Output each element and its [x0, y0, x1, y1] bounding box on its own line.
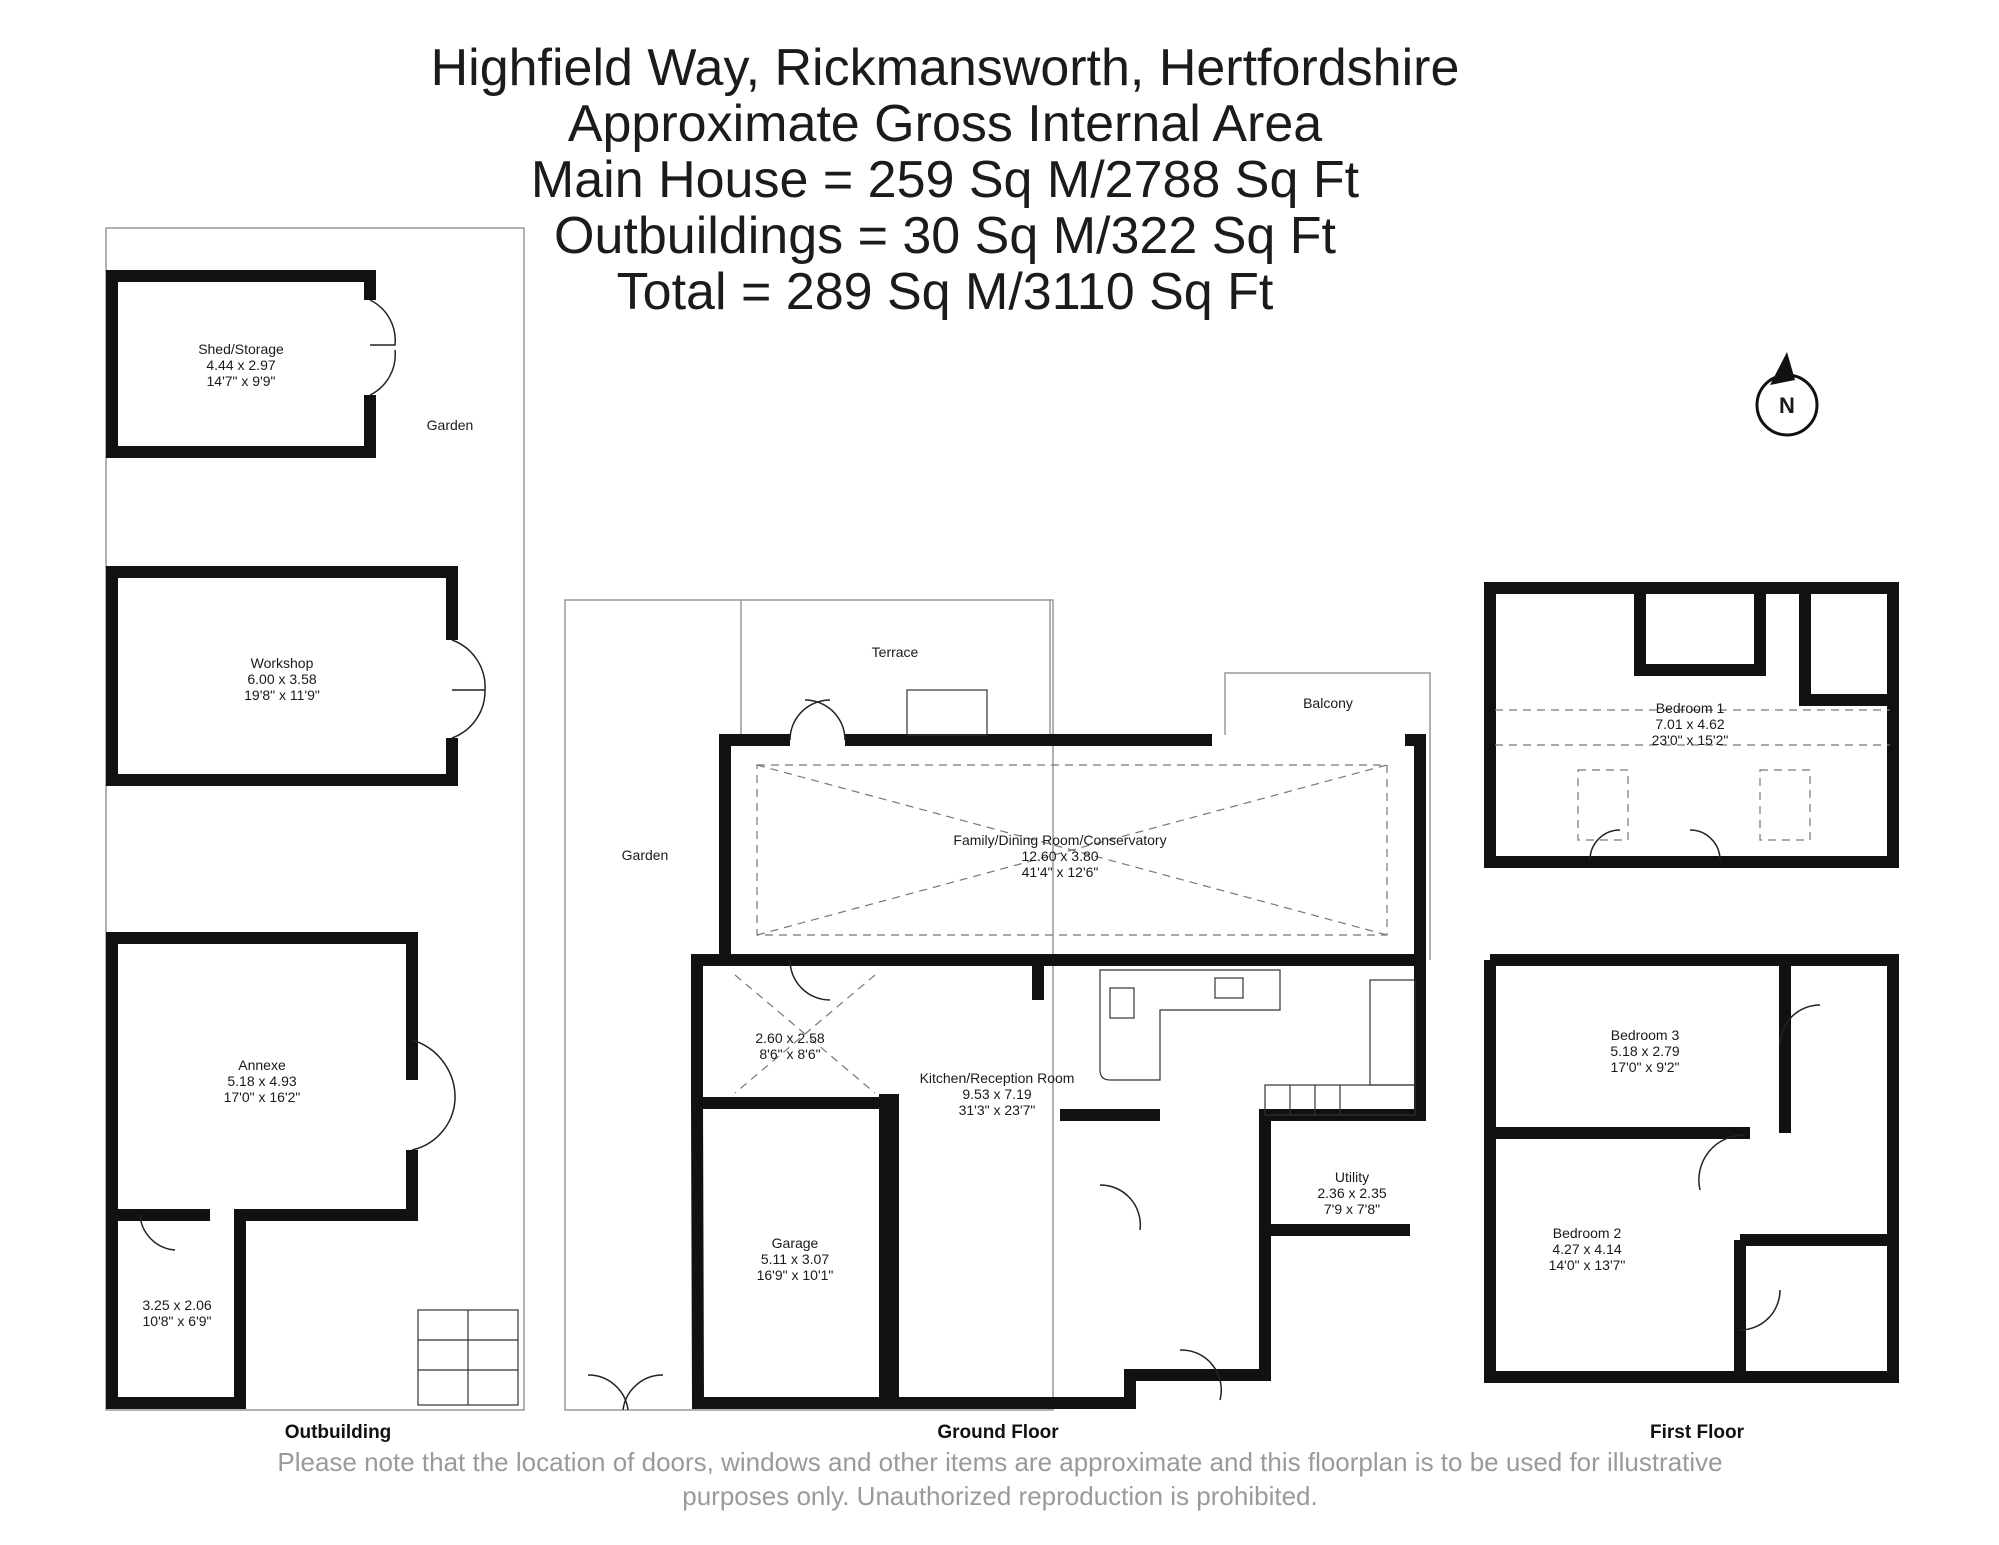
kitchen-imperial: 31'3" x 23'7"	[958, 1102, 1036, 1118]
annexe-metric: 5.18 x 4.93	[227, 1073, 297, 1089]
disclaimer-line-1: Please note that the location of doors, windows and other items are approximate and this floorplan is to be used for illustrative	[277, 1447, 1723, 1477]
bedroom3-metric: 5.18 x 2.79	[1610, 1043, 1680, 1059]
first-floor-lower-walls	[1490, 960, 1893, 1377]
utility-name: Utility	[1334, 1169, 1370, 1185]
outbuilding-section-label: Outbuilding	[284, 1422, 392, 1443]
outbuilding-plot-outline	[106, 228, 524, 1410]
bedroom2-imperial: 14'0" x 13'7"	[1548, 1257, 1626, 1273]
small-room-imperial: 8'6" x 8'6"	[759, 1046, 821, 1062]
first-floor-section-label: First Floor	[1650, 1422, 1744, 1443]
ground-garden-label: Garden	[621, 847, 669, 863]
ground-garden-outline	[565, 600, 1053, 1410]
main-house-area: Main House = 259 Sq M/2788 Sq Ft	[530, 151, 1360, 209]
workshop-imperial: 19'8" x 11'9"	[244, 687, 320, 703]
shed-metric: 4.44 x 2.97	[206, 357, 276, 373]
annexe-room-imperial: 10'8" x 6'9"	[142, 1313, 212, 1329]
annexe-room-metric: 3.25 x 2.06	[142, 1297, 212, 1313]
bedroom1-name: Bedroom 1	[1655, 700, 1725, 716]
family-room-name: Family/Dining Room/Conservatory	[953, 832, 1167, 848]
address-title: Highfield Way, Rickmansworth, Hertfordshire	[430, 39, 1460, 97]
outbuildings-area: Outbuildings = 30 Sq M/322 Sq Ft	[554, 207, 1336, 265]
bedroom3-name: Bedroom 3	[1610, 1027, 1680, 1043]
workshop-name: Workshop	[250, 655, 314, 671]
garage-metric: 5.11 x 3.07	[760, 1251, 830, 1267]
utility-metric: 2.36 x 2.35	[1317, 1185, 1387, 1201]
garage-imperial: 16'9" x 10'1"	[756, 1267, 834, 1283]
shed-name: Shed/Storage	[198, 341, 284, 357]
area-heading: Approximate Gross Internal Area	[567, 95, 1323, 153]
ground-floor-section-label: Ground Floor	[937, 1422, 1059, 1443]
utility-imperial: 7'9 x 7'8"	[1323, 1201, 1381, 1217]
family-room-imperial: 41'4" x 12'6"	[1021, 864, 1099, 880]
kitchen-metric: 9.53 x 7.19	[962, 1086, 1032, 1102]
disclaimer-line-2: purposes only. Unauthorized reproduction is prohibited.	[682, 1481, 1318, 1511]
terrace-label: Terrace	[871, 644, 919, 660]
garage-name: Garage	[771, 1235, 819, 1251]
total-area: Total = 289 Sq M/3110 Sq Ft	[616, 263, 1274, 321]
annexe-imperial: 17'0" x 16'2"	[223, 1089, 301, 1105]
workshop-metric: 6.00 x 3.58	[247, 671, 317, 687]
kitchen-name: Kitchen/Reception Room	[919, 1070, 1075, 1086]
shed-imperial: 14'7" x 9'9"	[206, 373, 276, 389]
outbuilding-garden-label: Garden	[426, 417, 474, 433]
bedroom2-metric: 4.27 x 4.14	[1552, 1241, 1622, 1257]
bedroom2-name: Bedroom 2	[1552, 1225, 1622, 1241]
annexe-walls	[112, 938, 412, 1403]
bedroom1-metric: 7.01 x 4.62	[1655, 716, 1725, 732]
bedroom1-imperial: 23'0" x 15'2"	[1651, 732, 1729, 748]
balcony-label: Balcony	[1303, 695, 1353, 711]
compass-north-label: N	[1779, 393, 1795, 418]
compass-rose	[1757, 352, 1817, 435]
family-room-metric: 12.60 x 3.80	[1021, 848, 1099, 864]
annexe-name: Annexe	[238, 1057, 286, 1073]
bedroom3-imperial: 17'0" x 9'2"	[1610, 1059, 1680, 1075]
disclaimer	[180, 1445, 1820, 1513]
small-room-metric: 2.60 x 2.58	[755, 1030, 825, 1046]
